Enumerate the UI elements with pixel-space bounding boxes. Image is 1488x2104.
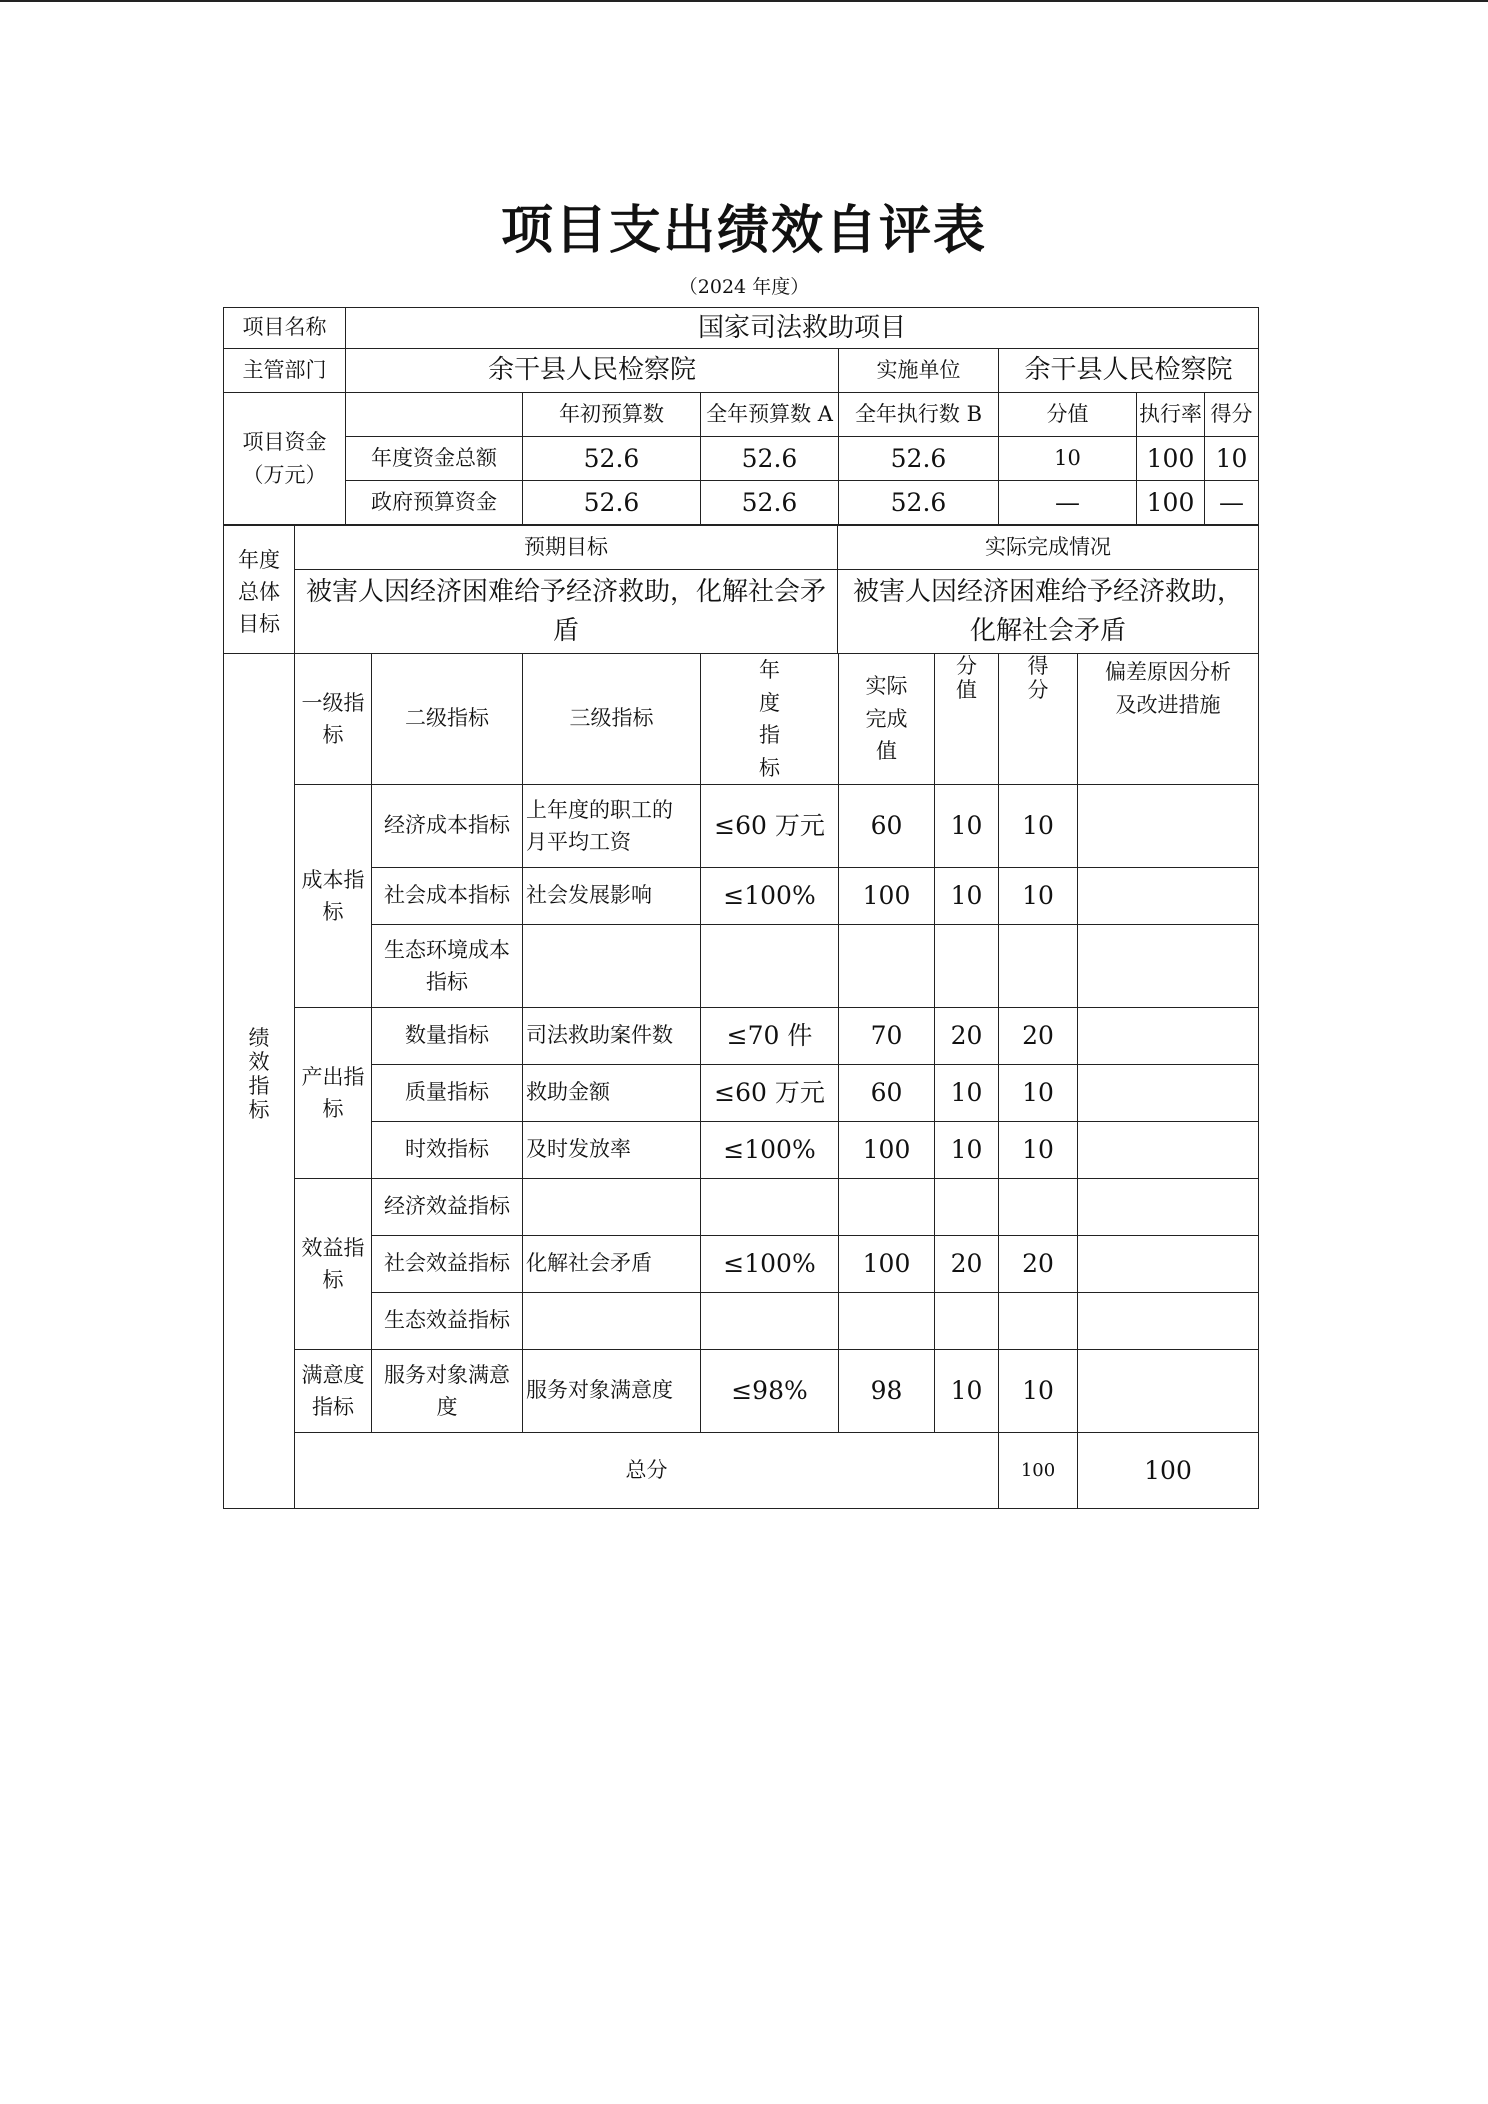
indicator-value: 10 bbox=[935, 1122, 999, 1179]
funds-label: 项目资金（万元） bbox=[224, 393, 346, 525]
header-analysis: 偏差原因分析及改进措施 bbox=[1078, 654, 1259, 785]
indicator-score bbox=[999, 1179, 1078, 1236]
indicator-l2: 社会成本指标 bbox=[372, 868, 523, 925]
funds-header-rate: 执行率 bbox=[1137, 393, 1205, 437]
indicator-actual: 98 bbox=[839, 1350, 935, 1433]
indicator-l2: 生态环境成本指标 bbox=[372, 925, 523, 1008]
indicator-value: 20 bbox=[935, 1008, 999, 1065]
total-value: 100 bbox=[999, 1433, 1078, 1509]
indicator-l3 bbox=[523, 925, 701, 1008]
expected-goal-text: 被害人因经济困难给予经济救助，化解社会矛盾 bbox=[295, 570, 838, 654]
annual-goals-table bbox=[223, 525, 1259, 654]
project-name-label: 项目名称 bbox=[224, 308, 346, 349]
indicator-actual: 100 bbox=[839, 1122, 935, 1179]
indicator-value bbox=[935, 925, 999, 1008]
indicator-score: 10 bbox=[999, 1122, 1078, 1179]
indicator-l3: 司法救助案件数 bbox=[523, 1008, 701, 1065]
goals-label-line: 目标 bbox=[238, 612, 280, 637]
indicator-target: ≤100% bbox=[701, 868, 839, 925]
indicator-score: 10 bbox=[999, 785, 1078, 868]
funds-cell: 52.6 bbox=[839, 437, 999, 481]
header-target: 年度指标 bbox=[701, 654, 839, 785]
indicator-l2: 经济效益指标 bbox=[372, 1179, 523, 1236]
group-output-label: 产出指标 bbox=[295, 1008, 372, 1179]
indicator-target: ≤60 万元 bbox=[701, 785, 839, 868]
group-cost-label: 成本指标 bbox=[295, 785, 372, 1008]
goals-label-line: 总体 bbox=[238, 579, 280, 604]
indicator-l2: 数量指标 bbox=[372, 1008, 523, 1065]
indicator-actual: 100 bbox=[839, 868, 935, 925]
indicator-actual bbox=[839, 1179, 935, 1236]
indicator-l2: 社会效益指标 bbox=[372, 1236, 523, 1293]
indicator-target: ≤70 件 bbox=[701, 1008, 839, 1065]
funds-cell: 100 bbox=[1137, 437, 1205, 481]
expected-goal-header: 预期目标 bbox=[295, 526, 838, 570]
indicator-actual bbox=[839, 1293, 935, 1350]
indicator-note bbox=[1078, 925, 1259, 1008]
indicator-target: ≤98% bbox=[701, 1350, 839, 1433]
header-score: 得分 bbox=[999, 654, 1078, 785]
indicator-actual: 60 bbox=[839, 785, 935, 868]
indicator-value: 10 bbox=[935, 1065, 999, 1122]
indicator-note bbox=[1078, 1350, 1259, 1433]
goals-label-line: 年度 bbox=[238, 547, 280, 572]
indicator-value: 10 bbox=[935, 1350, 999, 1433]
group-benefit-label: 效益指标 bbox=[295, 1179, 372, 1350]
project-funds-table bbox=[223, 307, 1259, 525]
indicator-note bbox=[1078, 868, 1259, 925]
indicator-l3 bbox=[523, 1293, 701, 1350]
unit-label: 实施单位 bbox=[839, 349, 999, 393]
indicator-actual: 60 bbox=[839, 1065, 935, 1122]
header-actual: 实际完成值 bbox=[839, 654, 935, 785]
indicator-note bbox=[1078, 785, 1259, 868]
funds-cell: 52.6 bbox=[701, 481, 839, 525]
actual-status-text: 被害人因经济困难给予经济救助，化解社会矛盾 bbox=[838, 570, 1259, 654]
indicator-score: 20 bbox=[999, 1008, 1078, 1065]
funds-header-score: 得分 bbox=[1205, 393, 1259, 437]
indicator-l2: 质量指标 bbox=[372, 1065, 523, 1122]
goals-label bbox=[224, 526, 295, 654]
funds-header-annual-a: 全年预算数 A bbox=[701, 393, 839, 437]
indicator-note bbox=[1078, 1065, 1259, 1122]
indicators-group-char: 标 bbox=[248, 1098, 270, 1123]
funds-row-name: 年度资金总额 bbox=[346, 437, 523, 481]
funds-cell: 10 bbox=[1205, 437, 1259, 481]
funds-header-blank bbox=[346, 393, 523, 437]
indicator-l3: 及时发放率 bbox=[523, 1122, 701, 1179]
indicator-actual bbox=[839, 925, 935, 1008]
funds-cell: 52.6 bbox=[523, 437, 701, 481]
funds-cell: 52.6 bbox=[701, 437, 839, 481]
indicator-l3 bbox=[523, 1179, 701, 1236]
year-label: （2024 年度） bbox=[678, 276, 810, 298]
indicator-note bbox=[1078, 1008, 1259, 1065]
indicator-note bbox=[1078, 1179, 1259, 1236]
indicator-note bbox=[1078, 1293, 1259, 1350]
dept-label: 主管部门 bbox=[224, 349, 346, 393]
indicator-l2: 时效指标 bbox=[372, 1122, 523, 1179]
total-label: 总分 bbox=[295, 1433, 999, 1509]
indicator-l3: 服务对象满意度 bbox=[523, 1350, 701, 1433]
indicator-score: 10 bbox=[999, 868, 1078, 925]
group-satisfaction-label: 满意度指标 bbox=[295, 1350, 372, 1433]
indicator-score bbox=[999, 925, 1078, 1008]
indicator-l2: 生态效益指标 bbox=[372, 1293, 523, 1350]
indicator-value: 20 bbox=[935, 1236, 999, 1293]
header-level2: 二级指标 bbox=[372, 654, 523, 785]
indicator-l2: 经济成本指标 bbox=[372, 785, 523, 868]
indicator-target: ≤100% bbox=[701, 1236, 839, 1293]
funds-cell: — bbox=[999, 481, 1137, 525]
indicator-l3: 社会发展影响 bbox=[523, 868, 701, 925]
indicator-value bbox=[935, 1293, 999, 1350]
actual-status-header: 实际完成情况 bbox=[838, 526, 1259, 570]
funds-header-initial: 年初预算数 bbox=[523, 393, 701, 437]
total-score: 100 bbox=[1078, 1433, 1259, 1509]
indicator-score: 20 bbox=[999, 1236, 1078, 1293]
indicator-score: 10 bbox=[999, 1065, 1078, 1122]
indicator-l3: 上年度的职工的月平均工资 bbox=[523, 785, 701, 868]
indicator-value bbox=[935, 1179, 999, 1236]
header-level1: 一级指标 bbox=[295, 654, 372, 785]
header-level3: 三级指标 bbox=[523, 654, 701, 785]
indicator-value: 10 bbox=[935, 868, 999, 925]
indicator-l2: 服务对象满意度 bbox=[372, 1350, 523, 1433]
header-score-value: 分值 bbox=[935, 654, 999, 785]
project-name-value: 国家司法救助项目 bbox=[346, 308, 1259, 349]
funds-cell: — bbox=[1205, 481, 1259, 525]
indicators-group-char: 指 bbox=[248, 1074, 270, 1099]
indicator-target bbox=[701, 1179, 839, 1236]
unit-value: 余干县人民检察院 bbox=[999, 349, 1259, 393]
funds-cell: 100 bbox=[1137, 481, 1205, 525]
indicators-table bbox=[223, 653, 1259, 1509]
indicator-note bbox=[1078, 1122, 1259, 1179]
funds-row-name: 政府预算资金 bbox=[346, 481, 523, 525]
funds-cell: 52.6 bbox=[839, 481, 999, 525]
indicator-actual: 70 bbox=[839, 1008, 935, 1065]
indicators-group-char: 效 bbox=[248, 1049, 270, 1074]
top-border-line bbox=[0, 0, 1488, 2]
dept-value: 余干县人民检察院 bbox=[346, 349, 839, 393]
indicator-value: 10 bbox=[935, 785, 999, 868]
indicator-l3: 救助金额 bbox=[523, 1065, 701, 1122]
indicator-actual: 100 bbox=[839, 1236, 935, 1293]
indicator-target bbox=[701, 925, 839, 1008]
indicator-note bbox=[1078, 1236, 1259, 1293]
indicators-group-label bbox=[224, 654, 295, 1509]
indicator-target: ≤100% bbox=[701, 1122, 839, 1179]
indicator-score bbox=[999, 1293, 1078, 1350]
indicator-target: ≤60 万元 bbox=[701, 1065, 839, 1122]
document-title: 项目支出绩效自评表 bbox=[500, 201, 987, 261]
funds-header-exec-b: 全年执行数 B bbox=[839, 393, 999, 437]
indicator-score: 10 bbox=[999, 1350, 1078, 1433]
funds-header-score-value: 分值 bbox=[999, 393, 1137, 437]
funds-cell: 10 bbox=[999, 437, 1137, 481]
indicator-l3: 化解社会矛盾 bbox=[523, 1236, 701, 1293]
indicators-group-char: 绩 bbox=[248, 1025, 270, 1050]
indicator-target bbox=[701, 1293, 839, 1350]
funds-cell: 52.6 bbox=[523, 481, 701, 525]
